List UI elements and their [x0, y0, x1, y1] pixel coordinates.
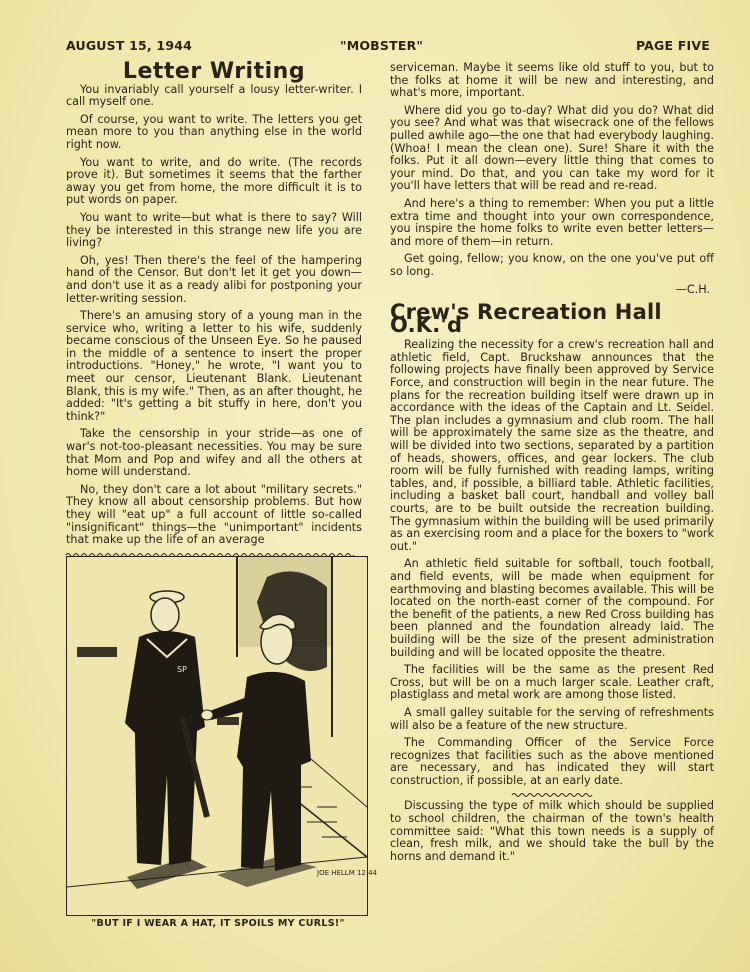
filler-paragraph: Discussing the type of milk which should be supplied to school children, the chairman of the town's health committee said: "What this town needs is a supply of clean, fresh milk, and we should take the bull by the horns and demand it." [390, 799, 714, 863]
article-paragraph: And here's a thing to remember: When you put a little extra time and thought into your own correspondence, you inspire the home folks to write even better letters—and more of them—in return. [390, 196, 714, 248]
article-paragraph: Oh, yes! Then there's the feel of the hampering hand of the Censor. But don't let it get you down—and don't use it as a ready alibi for postponing your letter-writing session. [66, 253, 362, 305]
article-paragraph: serviceman. Maybe it seems like old stuff to you, but to the folks at home it will be new and interesting, and what's more, important. [390, 61, 714, 100]
article-paragraph: Realizing the necessity for a crew's recreation hall and athletic field, Capt. Bruckshaw announces that the following projects have finally been approved by Service Force, and construction will begin in the near future. The plans for the recreation building itself were drawn up in accordance with the ideas of the Captain and Lt. Seidel. The plan includes a gymnasium and club room. The hall will be approximately the same size as the theatre, and will be divided into two sections, separated by a partition of heads, showers, offices, and gear lockers. The club room will be fully furnished with reading lamps, writing tables, and, if possible, a billiard table. Athletic facilities, including a basket ball court, handball and volley ball courts, are to be built outside the recreation building. The gymnasium within the building will be used primarily as an exercising room and a place for the boxers to "work out." [390, 338, 714, 553]
cartoon-caption: "BUT IF I WEAR A HAT, IT SPOILS MY CURLS!" [91, 918, 345, 929]
cartoon-drawing [67, 557, 378, 915]
article-paragraph: No, they don't care a lot about "military secrets." They know all about censorship problems. But how they will "eat up" a full account of little so-called "insignificant" things—the "unimportant" incidents that make up the life of an average [66, 482, 362, 547]
article-paragraph: An athletic field suitable for softball, touch football, and field events, will be made when equipment for earthmoving and blasting becomes available. This will be located on the north-east corner of the compound. For the benefit of the patients, a new Red Cross building has been planned and the foundation already laid. The building will be the size of the present administration building and will be located opposite the theatre. [390, 557, 714, 659]
article-title-letter-writing: Letter Writing [122, 59, 306, 84]
left-column [66, 59, 362, 558]
article-paragraph: You invariably call yourself a lousy letter-writer. I call myself one. [66, 82, 362, 109]
svg-text:SP: SP [177, 665, 187, 674]
article-signature: —C.H. [675, 282, 710, 296]
article-paragraph: A small galley suitable for the serving of refreshments will also be a feature of the new structure. [390, 705, 714, 732]
article-paragraph: Of course, you want to write. The letters you get mean more to you than anything else in the world right now. [66, 112, 362, 151]
header-publication: "MOBSTER" [340, 38, 424, 53]
header-page-number: PAGE FIVE [635, 38, 710, 53]
article-paragraph: You want to write—but what is there to say? Will they be interested in this strange new life you are living? [66, 210, 362, 250]
article-paragraph: You want to write, and do write. (The records prove it). But sometimes it seems that the farther away you get from home, the more difficult it is to put words on paper. [66, 155, 362, 207]
article-paragraph: The facilities will be the same as the present Red Cross, but will be on a much larger scale. Leather craft, plastiglass and metal work are among those listed. [390, 663, 714, 702]
article-paragraph: Take the censorship in your stride—as one of war's not-too-pleasant necessities. You may be sure that Mom and Pop and wifey and all the others at home will understand. [66, 427, 362, 479]
page-header [66, 38, 710, 56]
right-column [390, 62, 714, 868]
article-paragraph: Where did you go to-day? What did you do? What did you see? And what was that wisecrack one of the fellows pulled awhile ago—the one that had everybody laughing. (Whoa! I mean the clean one). Sure! Share it with the folks. Put it all down—every little thing that comes to your mind. Do that, and you can take my word for it you'll have letters that will be read and re-read. [390, 103, 714, 193]
artist-signature: JOE HELLM 12.44 [317, 869, 378, 877]
article-paragraph: Get going, fellow; you know, on the one you've put off so long. [390, 252, 714, 278]
article-paragraph: There's an amusing story of a young man in the service who, writing a letter to his wife, suddenly became conscious of the Unseen Eye. So he paused in the middle of a sentence to insert the proper introductions. "Honey," he wrote, "I want you to meet our censor, Lieutenant Blank. Lieutenant Blank, this is my wife." Then, as an after thought, he added: "It's getting a bit stuffy in here, don't you think?" [66, 309, 362, 423]
header-date: AUGUST 15, 1944 [66, 38, 193, 53]
article-title-recreation-hall: Crew's Recreation Hall O.K.'d [390, 300, 662, 337]
wavy-divider [512, 792, 592, 798]
cartoon-illustration [66, 556, 378, 916]
article-paragraph: The Commanding Officer of the Service Force recognizes that facilities such as the above mentioned are necessary, and has indicated they will start construction, if possible, at an early date. [390, 736, 714, 787]
